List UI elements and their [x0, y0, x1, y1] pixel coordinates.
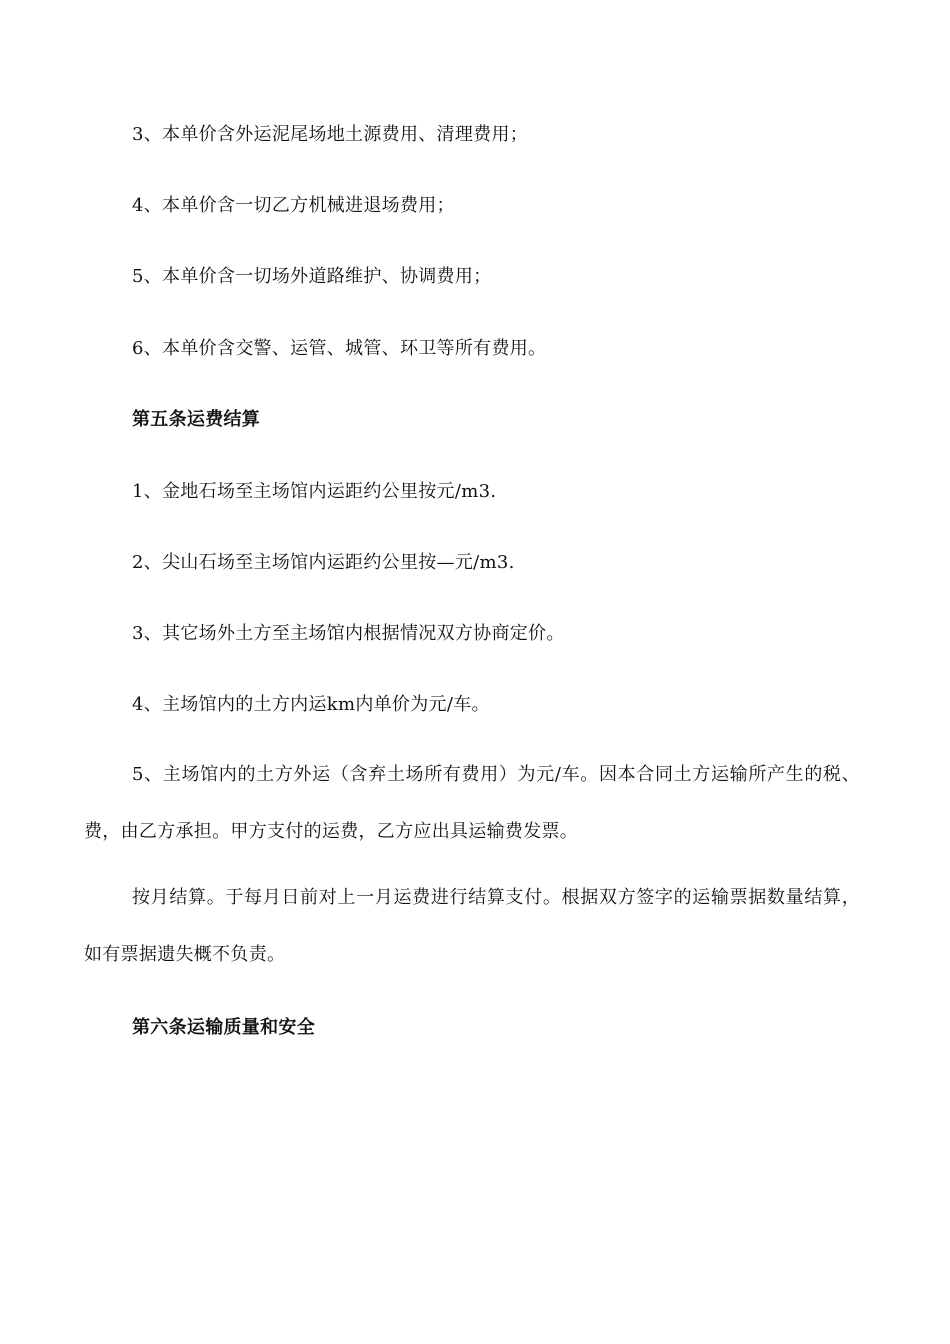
settlement-item-1: 1、金地石场至主场馆内运距约公里按元/m3.: [132, 481, 497, 502]
settlement-item-3: 3、其它场外土方至主场馆内根据情况双方协商定价。: [132, 623, 565, 644]
settlement-item-5-paragraph: 5、主场馆内的土方外运（含弃土场所有费用）为元/车。因本合同土方运输所产生的税、费，由乙方承担。甲方支付的运费，乙方应出具运输费发票。: [84, 764, 860, 842]
section-heading-6: 第六条运输质量和安全: [132, 1017, 315, 1038]
clause-item-6: 6、本单价含交警、运管、城管、环卫等所有费用。: [132, 338, 547, 359]
section-heading-5: 第五条运费结算: [132, 409, 261, 430]
settlement-item-4: 4、主场馆内的土方内运km内单价为元/车。: [132, 694, 490, 715]
settlement-terms-paragraph: 按月结算。于每月日前对上一月运费进行结算支付。根据双方签字的运输票据数量结算，如有票据遗失概不负责。: [84, 887, 860, 965]
clause-item-5: 5、本单价含一切场外道路维护、协调费用；: [132, 266, 492, 287]
clause-item-3: 3、本单价含外运泥尾场地土源费用、清理费用；: [132, 124, 529, 145]
clause-item-4: 4、本单价含一切乙方机械进退场费用；: [132, 195, 455, 216]
settlement-item-2: 2、尖山石场至主场馆内运距约公里按—元/m3.: [132, 552, 515, 573]
